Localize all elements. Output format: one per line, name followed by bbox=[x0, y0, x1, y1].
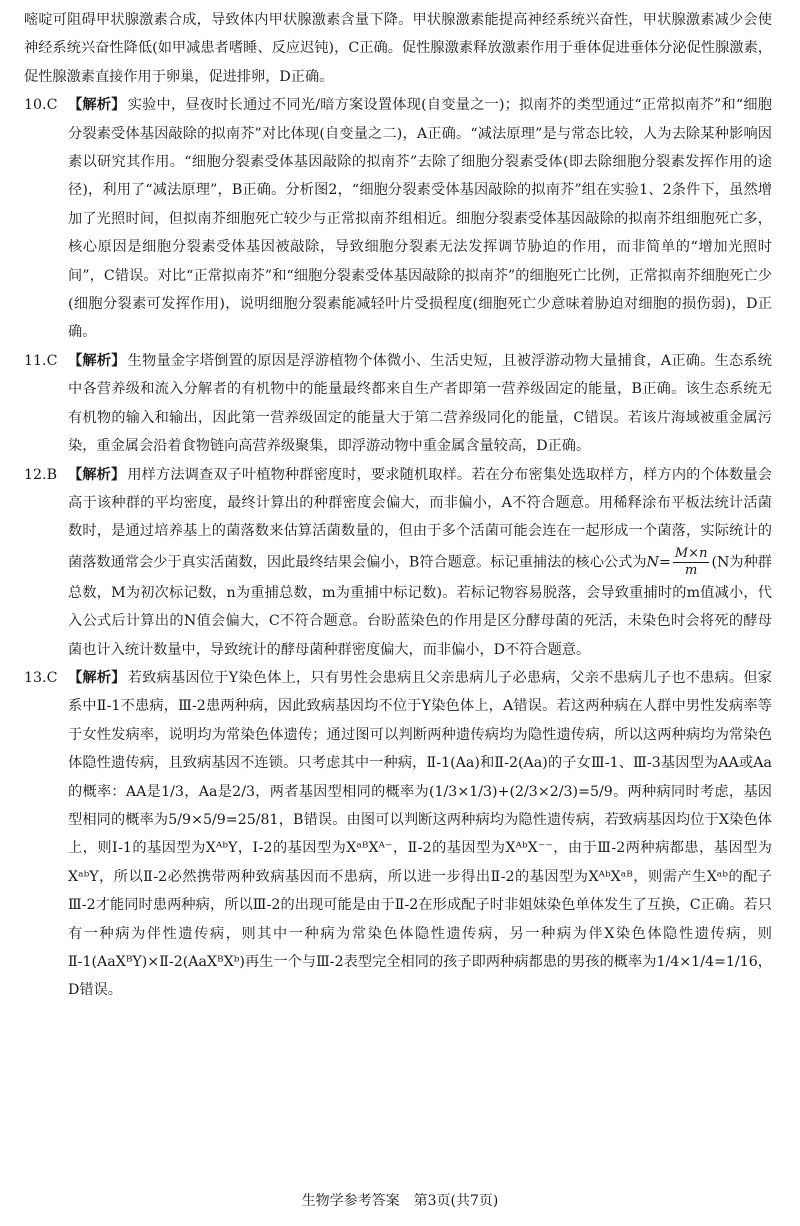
item-number: 10.C bbox=[24, 97, 58, 114]
analysis-tag: 【解析】 bbox=[68, 669, 126, 686]
item-body bbox=[68, 664, 772, 1005]
formula-numerator: M×n bbox=[674, 545, 708, 561]
item-body bbox=[68, 461, 772, 664]
item-text: 若致病基因位于Y染色体上，只有男性会患病且父亲患病儿子必患病，父亲不患病儿子也不患病。但家系中Ⅱ-1不患病，Ⅲ-2患两种病，因此致病基因均不位于Y染色体上，A错误。若这两种病在人群中男性发病率等于女性发病率，说明均为常染色体遗传；通过图可以判断两种遗传病均为隐性遗传病，所以这两种病均为常染色体隐性遗传病，且致病基因不连锁。只考虑其中一种病，Ⅱ-1(Aa)和Ⅱ-2(Aa)的子女Ⅲ-1、Ⅲ-3基因型为AA或Aa的概率：AA是1/3，Aa是2/3，两者基因型相同的概率为(1/3×1/3)+(2/3×2/3)=5/9。两种病同时考虑，基因型相同的概率为5/9×5/9=25/81，B错误。由图可以判断这两种病均为隐性遗传病，若致病基因均位于X染色体上，则Ⅰ-1的基因型为XᴬᵇY，Ⅰ-2的基因型为XᵃᴮXᴬ⁻，Ⅱ-2的基因型为XᴬᵇX⁻⁻，由于Ⅲ-2两种病都患，基因型为XᵃᵇY，所以Ⅱ-2必然携带两种致病基因而不患病，所以进一步得出Ⅱ-2的基因型为XᴬᵇXᵃᴮ，则需产生Xᵃᵇ的配子Ⅲ-2才能同时患两种病，所以Ⅲ-2的出现可能是由于Ⅱ-2在形成配子时非姐妹染色单体发生了互换，C正确。若只有一种病为伴性遗传病，则其中一种病为常染色体隐性遗传病，另一种病为伴X染色体隐性遗传病，则Ⅱ-1(AaXᴮY)×Ⅱ-2(AaXᴮXᵇ)再生一个与Ⅲ-2表型完全相同的孩子即两种病都患的男孩的概率为1/4×1/4=1/16，D错误。 bbox=[68, 669, 772, 999]
formula-denominator: m bbox=[684, 562, 698, 578]
item-number: 11.C bbox=[24, 352, 58, 369]
item-text-b: (N为种群总数，M为初次标记数，n为重捕总数，m为重捕中标记数)。若标记物容易脱落，会导致重捕时的m值减小，代入公式后计算出的N值会偏大，C不符合题意。台盼蓝染色的作用是区分酵母菌的死活，未染色时会将死的酵母菌也计入统计数量中，导致统计的酵母菌种群密度偏大，而非偏小，D不符合题意。 bbox=[68, 554, 772, 658]
item-number: 12.B bbox=[24, 466, 57, 483]
formula-lhs: N= bbox=[646, 554, 671, 571]
answer-item-13 bbox=[24, 664, 772, 1005]
item-body bbox=[68, 91, 772, 347]
answer-item-10 bbox=[24, 91, 772, 347]
fraction-formula bbox=[673, 546, 710, 579]
analysis-tag: 【解析】 bbox=[68, 466, 126, 483]
item-body bbox=[68, 347, 772, 461]
analysis-tag: 【解析】 bbox=[68, 352, 126, 369]
analysis-tag: 【解析】 bbox=[68, 97, 126, 114]
page-footer: 生物学参考答案 第3页(共7页) bbox=[301, 1193, 499, 1209]
item-text-a: 用样方法调查双子叶植物种群密度时，要求随机取样。若在分布密集处选取样方，样方内的个体数量会高于该种群的平均密度，最终计算出的种群密度会偏大，而非偏小，A不符合题意。用稀释涂布平板法统计活菌数时，是通过培养基上的菌落数来估算活菌数量的，但由于多个活菌可能会连在一起形成一个菌落，实际统计的菌落数通常会少于真实活菌数，因此最终结果会偏小，B符合题意。标记重捕法的核心公式为 bbox=[68, 466, 772, 571]
answer-item-12 bbox=[24, 461, 772, 664]
item-text: 实验中，昼夜时长通过不同光/暗方案设置体现(自变量之一)；拟南芥的类型通过“正常拟南芥”和“细胞分裂素受体基因敲除的拟南芥”对比体现(自变量之二)，A正确。“减法原理”是与常态比较，人为去除某种影响因素以研究其作用。“细胞分裂素受体基因敲除的拟南芥”去除了细胞分裂素受体(即去除细胞分裂素发挥作用的途径)，利用了“减法原理”，B正确。分析图2，“细胞分裂素受体基因敲除的拟南芥”组在实验1、2条件下，虽然增加了光照时间，但拟南芥细胞死亡较少与正常拟南芥组相近。细胞分裂素受体基因敲除的拟南芥组细胞死亡多，核心原因是细胞分裂素受体基因被敲除，导致细胞分裂素无法发挥调节胁迫的作用，而非简单的“增加光照时间”，C错误。对比“正常拟南芥”和“细胞分裂素受体基因敲除的拟南芥”的细胞死亡比例，正常拟南芥细胞死亡少(细胞分裂素可发挥作用)，说明细胞分裂素能减轻叶片受损程度(细胞死亡少意味着胁迫对细胞的损伤弱)，D正确。 bbox=[68, 97, 772, 341]
item-number: 13.C bbox=[24, 669, 58, 686]
item-text: 生物量金字塔倒置的原因是浮游植物个体微小、生活史短，且被浮游动物大量捕食，A正确。生态系统中各营养级和流入分解者的有机物中的能量最终都来自生产者即第一营养级固定的能量，B正确。该生态系统无有机物的输入和输出，因此第一营养级固定的能量大于第二营养级同化的能量，C错误。若该片海域被重金属污染，重金属会沿着食物链向高营养级聚集，即浮游动物中重金属含量较高，D正确。 bbox=[68, 352, 772, 455]
intro-paragraph: 嘧啶可阻碍甲状腺激素合成，导致体内甲状腺激素含量下降。甲状腺激素能提高神经系统兴奋性，甲状腺激素减少会使神经系统兴奋性降低(如甲减患者嗜睡、反应迟钝)，C正确。促性腺激素释放激素作用于垂体促进垂体分泌促性腺激素，促性腺激素直接作用于卵巢，促进排卵，D正确。 bbox=[24, 12, 772, 85]
answer-item-11 bbox=[24, 347, 772, 461]
